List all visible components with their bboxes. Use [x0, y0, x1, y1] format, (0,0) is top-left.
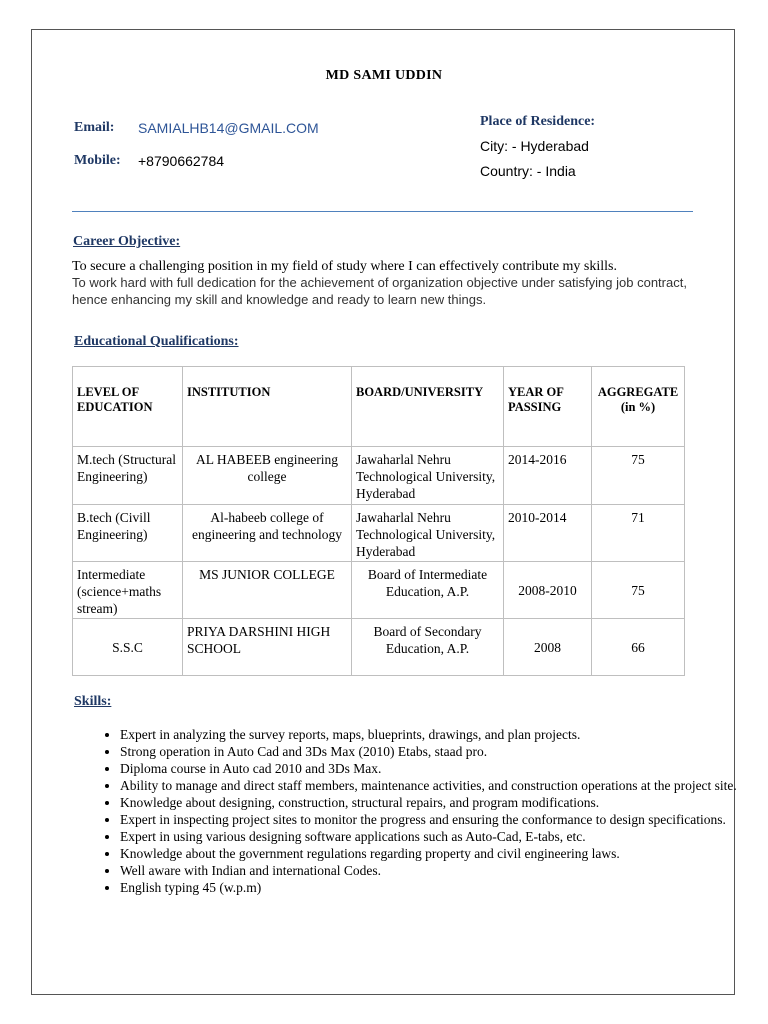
header-divider [72, 211, 693, 212]
mobile-label: Mobile: [74, 153, 121, 168]
header-aggregate: AGGREGATE (in %) [592, 367, 685, 447]
header-year: YEAR OF PASSING [504, 367, 592, 447]
header-institution: INSTITUTION [183, 367, 352, 447]
resume-name: MD SAMI UDDIN [325, 68, 443, 83]
list-item: • Expert in using various designing software applications such as Auto-Cad, E-tabs, etc. [120, 828, 760, 845]
list-item: • Well aware with Indian and international Codes. [120, 862, 760, 879]
country-value: Country: - India [480, 163, 576, 179]
skills-list [72, 726, 760, 896]
education-title: Educational Qualifications: [74, 334, 239, 349]
list-item: • Expert in analyzing the survey reports, maps, blueprints, drawings, and plan projects. [120, 726, 760, 743]
cell-board: Jawaharlal Nehru Technological University, Hyderabad [352, 505, 504, 562]
cell-aggregate: 75 [592, 562, 685, 619]
cell-level: Intermediate (science+maths stream) [73, 562, 183, 619]
email-value[interactable]: SAMIALHB14@GMAIL.COM [138, 120, 319, 136]
cell-level: B.tech (Civill Engineering) [73, 505, 183, 562]
city-value: City: - Hyderabad [480, 138, 589, 154]
list-item: • Knowledge about the government regulations regarding property and civil engineering laws. [120, 845, 760, 862]
cell-year: 2008-2010 [504, 562, 592, 619]
cell-board: Board of Secondary Education, A.P. [352, 619, 504, 676]
table-row [73, 447, 685, 505]
list-item: • Ability to manage and direct staff members, maintenance activities, and construction operations at the project site. [120, 777, 760, 794]
cell-board: Jawaharlal Nehru Technological University, Hyderabad [352, 447, 504, 505]
list-item: • English typing 45 (w.p.m) [120, 879, 760, 896]
cell-board: Board of Intermediate Education, A.P. [352, 562, 504, 619]
table-row [73, 619, 685, 676]
mobile-value: +8790662784 [138, 153, 225, 169]
email-label: Email: [74, 120, 115, 135]
table-header-row [73, 367, 685, 447]
cell-level: M.tech (Structural Engineering) [73, 447, 183, 505]
list-item: • Expert in inspecting project sites to monitor the progress and ensuring the conformance to design specifications. [120, 811, 760, 828]
cell-aggregate: 71 [592, 505, 685, 562]
career-objective-line2: To work hard with full dedication for the achievement of organization objective under satisfying job contract, hence enhancing my skill and knowledge and ready to learn new things. [72, 275, 687, 307]
cell-year: 2010-2014 [504, 505, 592, 562]
list-item: • Diploma course in Auto cad 2010 and 3Ds Max. [120, 760, 760, 777]
cell-institution: Al-habeeb college of engineering and technology [183, 505, 352, 562]
cell-level: S.S.C [73, 619, 183, 676]
cell-institution: PRIYA DARSHINI HIGH SCHOOL [183, 619, 352, 676]
cell-year: 2008 [504, 619, 592, 676]
table-row [73, 562, 685, 619]
header-board: BOARD/UNIVERSITY [352, 367, 504, 447]
table-row [73, 505, 685, 562]
career-objective-line1: To secure a challenging position in my field of study where I can effectively contribute my skills. [72, 259, 618, 274]
list-item: • Knowledge about designing, construction, structural repairs, and program modifications. [120, 794, 760, 811]
cell-institution: MS JUNIOR COLLEGE [183, 562, 352, 619]
cell-aggregate: 75 [592, 447, 685, 505]
education-table [72, 366, 685, 676]
cell-institution: AL HABEEB engineering college [183, 447, 352, 505]
cell-aggregate: 66 [592, 619, 685, 676]
career-objective-title: Career Objective: [73, 234, 181, 249]
header-level: LEVEL OF EDUCATION [73, 367, 183, 447]
cell-year: 2014-2016 [504, 447, 592, 505]
residence-label: Place of Residence: [480, 114, 596, 129]
list-item: • Strong operation in Auto Cad and 3Ds Max (2010) Etabs, staad pro. [120, 743, 760, 760]
skills-title: Skills: [74, 694, 112, 709]
